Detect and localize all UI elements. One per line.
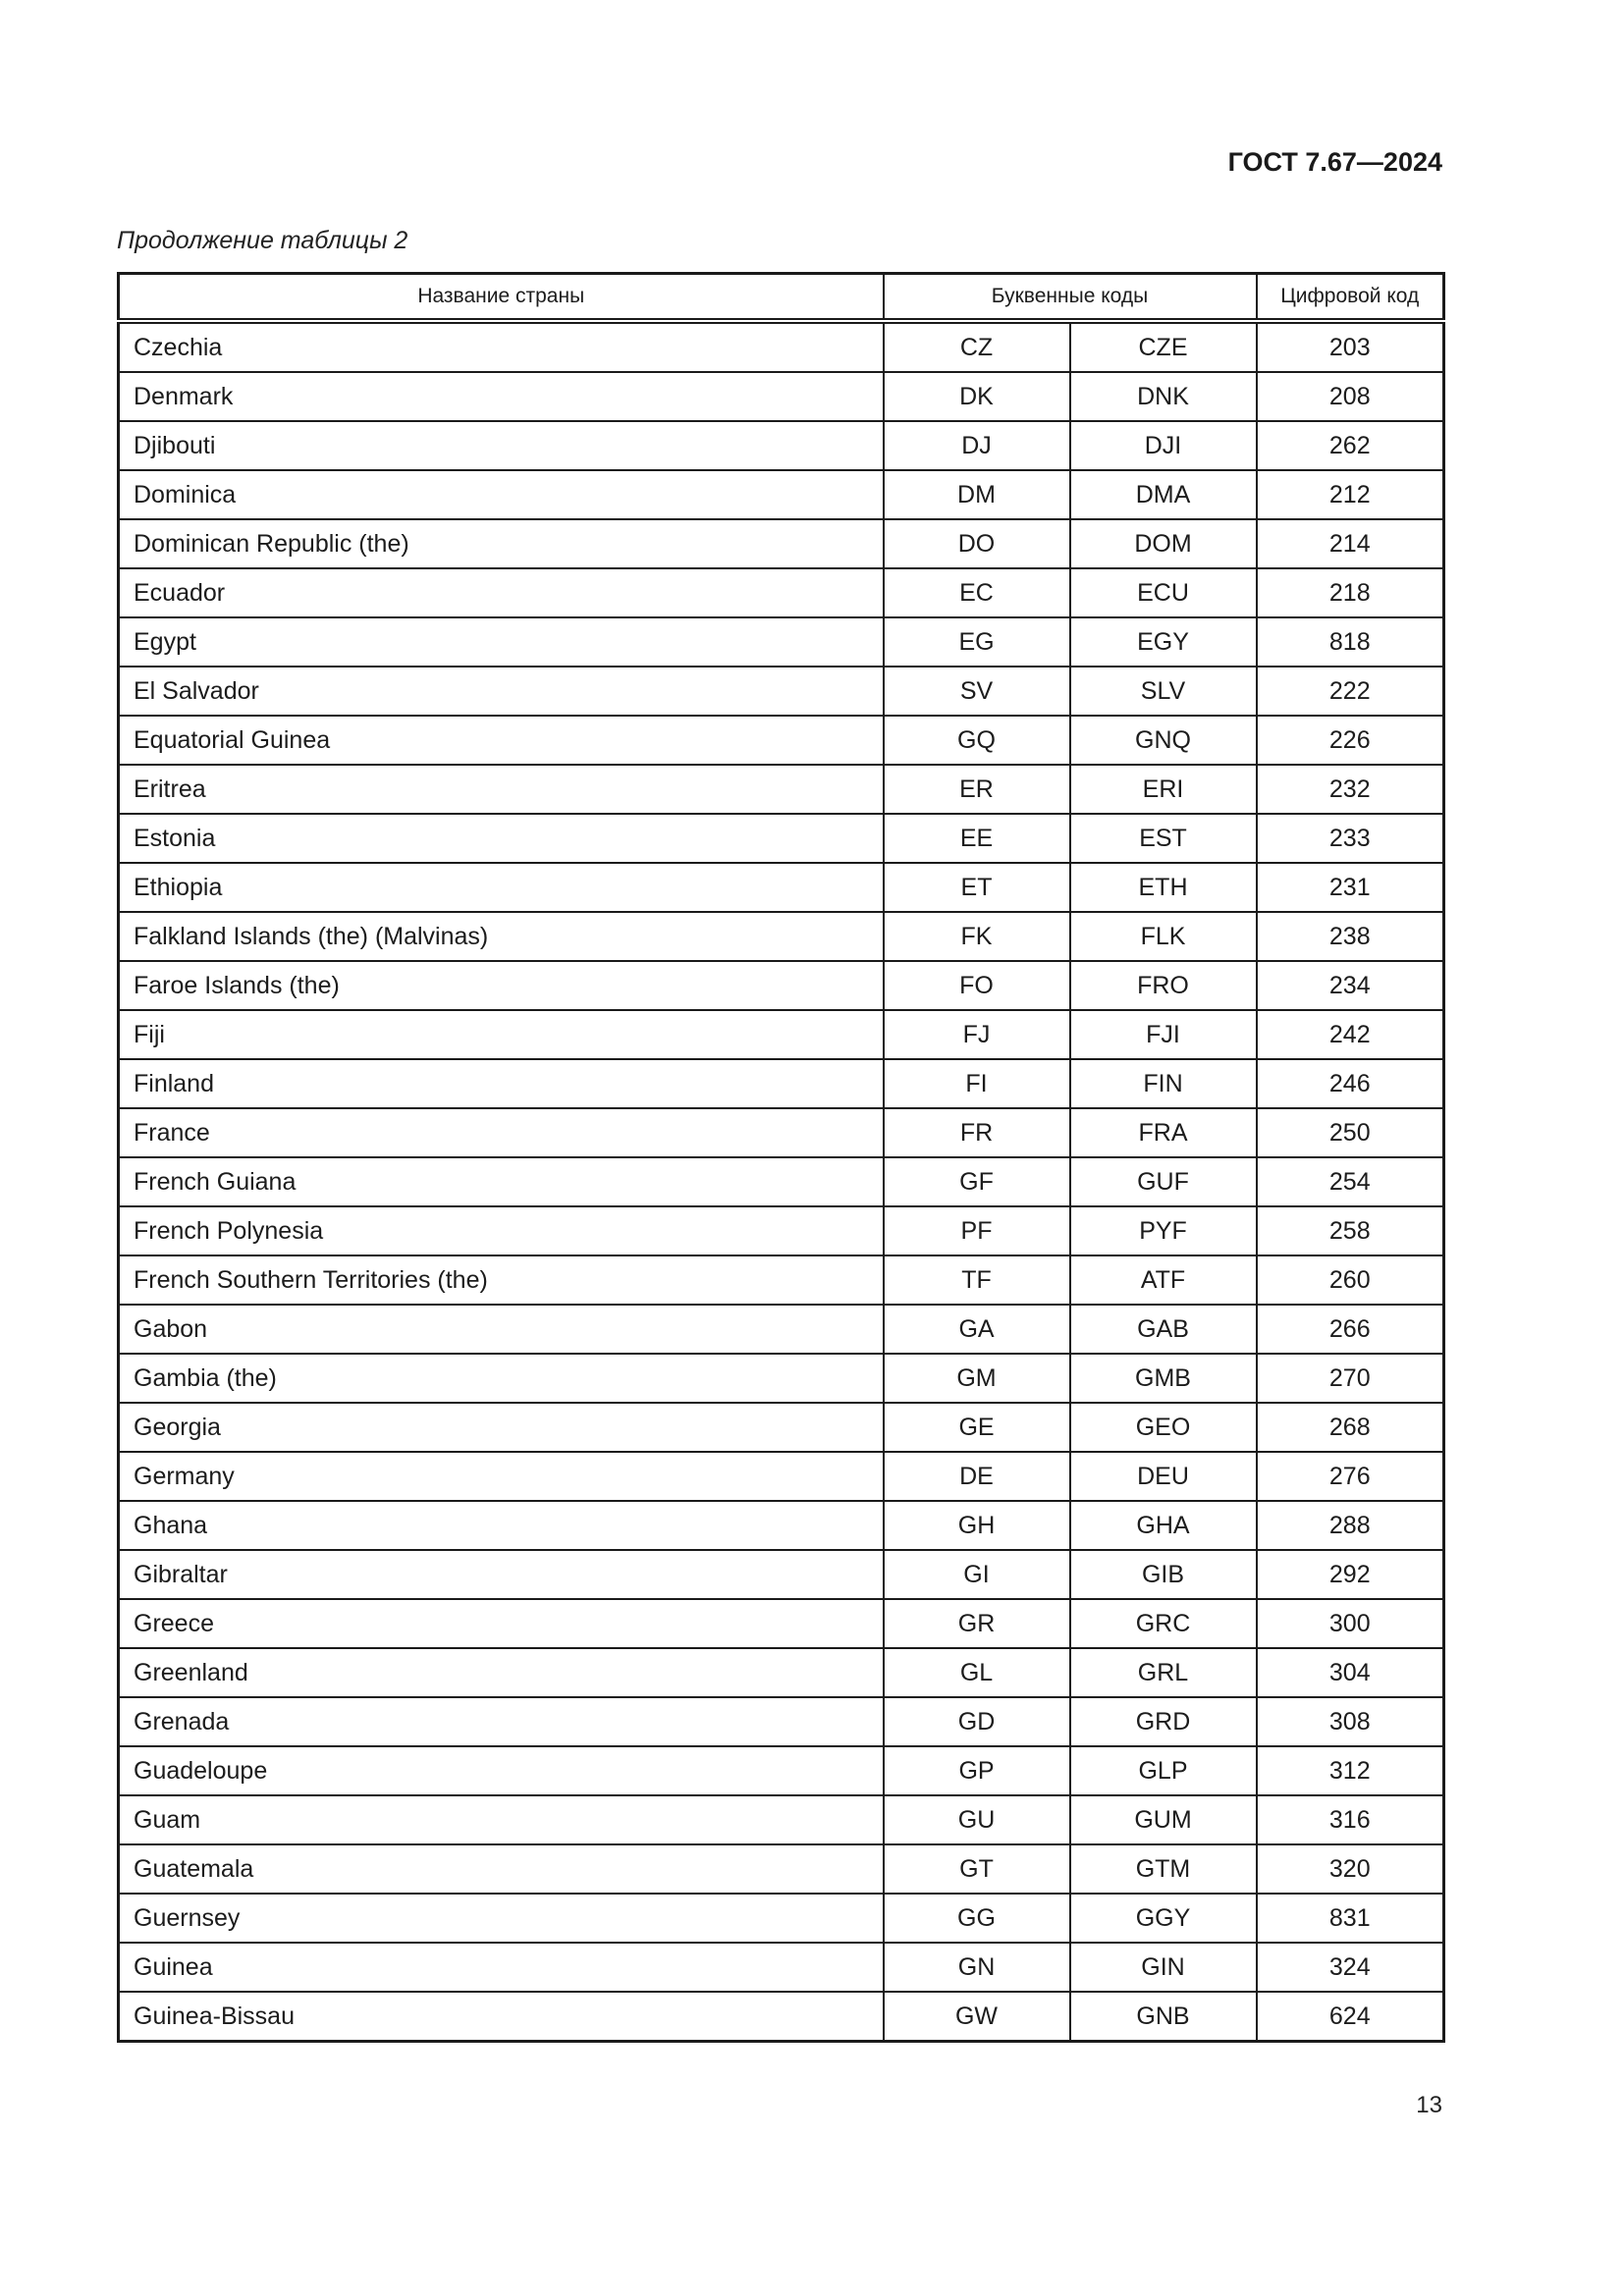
- alpha2-code-cell: DE: [884, 1452, 1070, 1501]
- alpha2-code-cell: GU: [884, 1795, 1070, 1844]
- table-row: [119, 667, 1444, 716]
- alpha2-code-cell: GF: [884, 1157, 1070, 1206]
- country-name-cell: Greenland: [119, 1648, 884, 1697]
- numeric-code-cell: 234: [1257, 961, 1444, 1010]
- header-row: [119, 274, 1444, 322]
- alpha2-code-cell: GN: [884, 1943, 1070, 1992]
- numeric-code-cell: 254: [1257, 1157, 1444, 1206]
- alpha3-code-cell: ETH: [1070, 863, 1257, 912]
- alpha2-code-cell: GP: [884, 1746, 1070, 1795]
- alpha3-code-cell: GHA: [1070, 1501, 1257, 1550]
- table-header: [119, 274, 1444, 322]
- table-row: [119, 421, 1444, 470]
- table-row: [119, 568, 1444, 617]
- numeric-code-cell: 316: [1257, 1795, 1444, 1844]
- country-name-cell: Fiji: [119, 1010, 884, 1059]
- alpha3-code-cell: GGY: [1070, 1894, 1257, 1943]
- alpha2-code-cell: FO: [884, 961, 1070, 1010]
- numeric-code-cell: 266: [1257, 1305, 1444, 1354]
- alpha3-code-cell: FJI: [1070, 1010, 1257, 1059]
- alpha3-code-cell: GTM: [1070, 1844, 1257, 1894]
- alpha2-code-cell: FK: [884, 912, 1070, 961]
- column-header-country-name: Название страны: [119, 274, 884, 322]
- country-name-cell: French Southern Territories (the): [119, 1255, 884, 1305]
- numeric-code-cell: 246: [1257, 1059, 1444, 1108]
- numeric-code-cell: 238: [1257, 912, 1444, 961]
- table-row: [119, 765, 1444, 814]
- alpha3-code-cell: GRL: [1070, 1648, 1257, 1697]
- table-row: [119, 470, 1444, 519]
- alpha2-code-cell: GQ: [884, 716, 1070, 765]
- alpha3-code-cell: PYF: [1070, 1206, 1257, 1255]
- table-row: [119, 321, 1444, 372]
- numeric-code-cell: 320: [1257, 1844, 1444, 1894]
- alpha3-code-cell: GLP: [1070, 1746, 1257, 1795]
- alpha3-code-cell: DOM: [1070, 519, 1257, 568]
- table-row: [119, 716, 1444, 765]
- alpha3-code-cell: ERI: [1070, 765, 1257, 814]
- country-name-cell: Greece: [119, 1599, 884, 1648]
- country-name-cell: Germany: [119, 1452, 884, 1501]
- table-row: [119, 372, 1444, 421]
- country-name-cell: Guinea-Bissau: [119, 1992, 884, 2042]
- numeric-code-cell: 250: [1257, 1108, 1444, 1157]
- country-name-cell: Guadeloupe: [119, 1746, 884, 1795]
- country-name-cell: Estonia: [119, 814, 884, 863]
- numeric-code-cell: 262: [1257, 421, 1444, 470]
- alpha2-code-cell: GG: [884, 1894, 1070, 1943]
- country-name-cell: Egypt: [119, 617, 884, 667]
- numeric-code-cell: 312: [1257, 1746, 1444, 1795]
- table-row: [119, 1206, 1444, 1255]
- table-row: [119, 1010, 1444, 1059]
- country-name-cell: Djibouti: [119, 421, 884, 470]
- alpha2-code-cell: EE: [884, 814, 1070, 863]
- alpha2-code-cell: EG: [884, 617, 1070, 667]
- alpha2-code-cell: FJ: [884, 1010, 1070, 1059]
- alpha3-code-cell: GUF: [1070, 1157, 1257, 1206]
- country-name-cell: Guernsey: [119, 1894, 884, 1943]
- numeric-code-cell: 624: [1257, 1992, 1444, 2042]
- numeric-code-cell: 231: [1257, 863, 1444, 912]
- table-row: [119, 1403, 1444, 1452]
- numeric-code-cell: 226: [1257, 716, 1444, 765]
- alpha3-code-cell: SLV: [1070, 667, 1257, 716]
- alpha2-code-cell: TF: [884, 1255, 1070, 1305]
- table-row: [119, 1599, 1444, 1648]
- numeric-code-cell: 233: [1257, 814, 1444, 863]
- numeric-code-cell: 232: [1257, 765, 1444, 814]
- alpha3-code-cell: GNQ: [1070, 716, 1257, 765]
- alpha2-code-cell: DK: [884, 372, 1070, 421]
- alpha3-code-cell: GIB: [1070, 1550, 1257, 1599]
- country-name-cell: Guam: [119, 1795, 884, 1844]
- table-row: [119, 1844, 1444, 1894]
- country-name-cell: Czechia: [119, 321, 884, 372]
- alpha2-code-cell: CZ: [884, 321, 1070, 372]
- country-name-cell: Ghana: [119, 1501, 884, 1550]
- alpha2-code-cell: GL: [884, 1648, 1070, 1697]
- table-row: [119, 863, 1444, 912]
- numeric-code-cell: 288: [1257, 1501, 1444, 1550]
- numeric-code-cell: 212: [1257, 470, 1444, 519]
- alpha2-code-cell: FI: [884, 1059, 1070, 1108]
- table-row: [119, 1305, 1444, 1354]
- country-name-cell: Grenada: [119, 1697, 884, 1746]
- country-name-cell: Guinea: [119, 1943, 884, 1992]
- alpha3-code-cell: GUM: [1070, 1795, 1257, 1844]
- country-name-cell: France: [119, 1108, 884, 1157]
- alpha2-code-cell: GH: [884, 1501, 1070, 1550]
- alpha2-code-cell: DO: [884, 519, 1070, 568]
- alpha3-code-cell: CZE: [1070, 321, 1257, 372]
- column-header-alpha-codes: Буквенные коды: [884, 274, 1257, 322]
- alpha2-code-cell: DJ: [884, 421, 1070, 470]
- alpha3-code-cell: DMA: [1070, 470, 1257, 519]
- alpha2-code-cell: GR: [884, 1599, 1070, 1648]
- country-name-cell: El Salvador: [119, 667, 884, 716]
- alpha3-code-cell: ATF: [1070, 1255, 1257, 1305]
- table-row: [119, 1746, 1444, 1795]
- alpha2-code-cell: EC: [884, 568, 1070, 617]
- table-row: [119, 1943, 1444, 1992]
- alpha3-code-cell: GRC: [1070, 1599, 1257, 1648]
- numeric-code-cell: 304: [1257, 1648, 1444, 1697]
- country-name-cell: Ethiopia: [119, 863, 884, 912]
- alpha3-code-cell: FLK: [1070, 912, 1257, 961]
- alpha3-code-cell: GIN: [1070, 1943, 1257, 1992]
- alpha3-code-cell: GRD: [1070, 1697, 1257, 1746]
- table-row: [119, 1992, 1444, 2042]
- numeric-code-cell: 818: [1257, 617, 1444, 667]
- numeric-code-cell: 324: [1257, 1943, 1444, 1992]
- table-row: [119, 1157, 1444, 1206]
- country-name-cell: Gabon: [119, 1305, 884, 1354]
- table-row: [119, 814, 1444, 863]
- alpha3-code-cell: FRO: [1070, 961, 1257, 1010]
- country-name-cell: Georgia: [119, 1403, 884, 1452]
- alpha3-code-cell: FRA: [1070, 1108, 1257, 1157]
- alpha2-code-cell: GW: [884, 1992, 1070, 2042]
- table-row: [119, 1108, 1444, 1157]
- numeric-code-cell: 300: [1257, 1599, 1444, 1648]
- alpha2-code-cell: SV: [884, 667, 1070, 716]
- alpha3-code-cell: EST: [1070, 814, 1257, 863]
- alpha2-code-cell: ER: [884, 765, 1070, 814]
- numeric-code-cell: 292: [1257, 1550, 1444, 1599]
- document-code: ГОСТ 7.67—2024: [1227, 147, 1442, 177]
- numeric-code-cell: 831: [1257, 1894, 1444, 1943]
- alpha2-code-cell: FR: [884, 1108, 1070, 1157]
- alpha2-code-cell: GA: [884, 1305, 1070, 1354]
- alpha3-code-cell: GAB: [1070, 1305, 1257, 1354]
- alpha3-code-cell: GMB: [1070, 1354, 1257, 1403]
- alpha3-code-cell: EGY: [1070, 617, 1257, 667]
- table-row: [119, 1501, 1444, 1550]
- column-header-numeric-code: Цифровой код: [1257, 274, 1444, 322]
- country-name-cell: Ecuador: [119, 568, 884, 617]
- alpha2-code-cell: GT: [884, 1844, 1070, 1894]
- numeric-code-cell: 270: [1257, 1354, 1444, 1403]
- table-row: [119, 1354, 1444, 1403]
- page-number: 13: [1416, 2092, 1442, 2118]
- table-row: [119, 912, 1444, 961]
- numeric-code-cell: 218: [1257, 568, 1444, 617]
- alpha3-code-cell: GNB: [1070, 1992, 1257, 2042]
- alpha2-code-cell: PF: [884, 1206, 1070, 1255]
- numeric-code-cell: 203: [1257, 321, 1444, 372]
- country-name-cell: Equatorial Guinea: [119, 716, 884, 765]
- numeric-code-cell: 242: [1257, 1010, 1444, 1059]
- alpha2-code-cell: GD: [884, 1697, 1070, 1746]
- table-row: [119, 961, 1444, 1010]
- alpha3-code-cell: ECU: [1070, 568, 1257, 617]
- country-name-cell: French Polynesia: [119, 1206, 884, 1255]
- table-row: [119, 1550, 1444, 1599]
- country-name-cell: Guatemala: [119, 1844, 884, 1894]
- alpha3-code-cell: GEO: [1070, 1403, 1257, 1452]
- country-name-cell: Gambia (the): [119, 1354, 884, 1403]
- country-name-cell: Dominican Republic (the): [119, 519, 884, 568]
- alpha2-code-cell: ET: [884, 863, 1070, 912]
- table-row: [119, 1795, 1444, 1844]
- table-row: [119, 519, 1444, 568]
- numeric-code-cell: 276: [1257, 1452, 1444, 1501]
- alpha3-code-cell: DNK: [1070, 372, 1257, 421]
- country-codes-table: [117, 272, 1445, 2043]
- country-name-cell: Dominica: [119, 470, 884, 519]
- country-name-cell: Eritrea: [119, 765, 884, 814]
- numeric-code-cell: 208: [1257, 372, 1444, 421]
- alpha2-code-cell: DM: [884, 470, 1070, 519]
- country-name-cell: Gibraltar: [119, 1550, 884, 1599]
- country-codes-table-container: [117, 272, 1442, 2043]
- numeric-code-cell: 214: [1257, 519, 1444, 568]
- country-name-cell: Falkland Islands (the) (Malvinas): [119, 912, 884, 961]
- numeric-code-cell: 258: [1257, 1206, 1444, 1255]
- country-name-cell: Denmark: [119, 372, 884, 421]
- table-row: [119, 1697, 1444, 1746]
- country-name-cell: Finland: [119, 1059, 884, 1108]
- table-row: [119, 1894, 1444, 1943]
- alpha3-code-cell: FIN: [1070, 1059, 1257, 1108]
- table-row: [119, 617, 1444, 667]
- table-row: [119, 1452, 1444, 1501]
- alpha2-code-cell: GI: [884, 1550, 1070, 1599]
- alpha3-code-cell: DJI: [1070, 421, 1257, 470]
- country-name-cell: Faroe Islands (the): [119, 961, 884, 1010]
- table-body: [119, 321, 1444, 2042]
- table-caption: Продолжение таблицы 2: [117, 227, 408, 254]
- alpha2-code-cell: GE: [884, 1403, 1070, 1452]
- numeric-code-cell: 308: [1257, 1697, 1444, 1746]
- country-name-cell: French Guiana: [119, 1157, 884, 1206]
- alpha3-code-cell: DEU: [1070, 1452, 1257, 1501]
- table-row: [119, 1255, 1444, 1305]
- numeric-code-cell: 268: [1257, 1403, 1444, 1452]
- table-row: [119, 1059, 1444, 1108]
- numeric-code-cell: 222: [1257, 667, 1444, 716]
- alpha2-code-cell: GM: [884, 1354, 1070, 1403]
- table-row: [119, 1648, 1444, 1697]
- numeric-code-cell: 260: [1257, 1255, 1444, 1305]
